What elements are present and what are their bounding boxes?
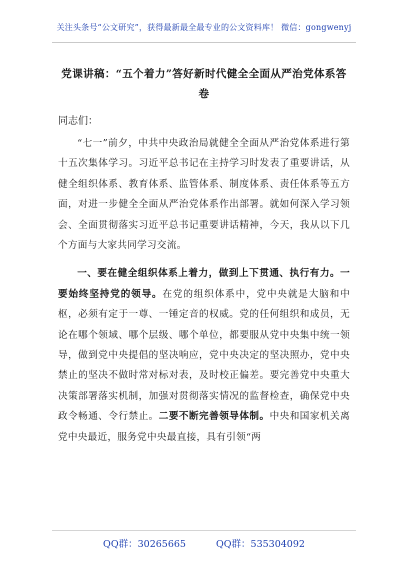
document-body xyxy=(58,64,350,456)
section-one-text: 在党的组织体系中，党中央就是大脑和中枢，必须有定于一尊、一锤定音的权威。党的任何组织和成员，无论在哪个领域、哪个层级、哪个单位，都要服从党中央集中统一领导，做到党中央提倡的坚决响应，党中央决定的坚决照办，党中央禁止的坚决不做时常对标对表，及时校正偏差。要完善党中央重大决策部署落实机制，加强对贯彻落实情况的监督检查，确保党中央政令畅通、令行禁止。 xyxy=(58,288,350,423)
salutation: 同志们： xyxy=(58,116,98,127)
footer-qq-group-2: QQ群：535304092 xyxy=(215,539,305,550)
section-one-heading: 一、要在健全组织体系上着力，做到上下贯通、执行有力。一要始终坚持党的领导。 xyxy=(58,268,350,300)
header-divider xyxy=(52,42,356,43)
section-one-text-continued: 中央和国家机关离党中央最近，服务党中央最直接，具有引领“两 xyxy=(58,411,350,443)
footer-contacts xyxy=(0,536,408,550)
header-banner: 关注头条号“公文研究”，获得最新最全最专业的公文资料库！ 微信：gongwenyj xyxy=(56,23,352,32)
footer-divider xyxy=(52,530,356,531)
document-title: 党课讲稿：“五个着力”答好新时代健全全面从严治党体系答卷 xyxy=(61,68,347,100)
paragraph-intro: “七一”前夕，中共中央政治局就健全全面从严治党体系进行第十五次集体学习。习近平总书记在主持学习时发表了重要讲话，从健全组织体系、教育体系、监管体系、制度体系、责任体系等五方面，对进一步健全全面从严治党体系作出部署。就如何深入学习领会、全面贯彻落实习近平总书记重要讲话精神，今天，我从以下几个方面与大家共同学习交流。 xyxy=(58,138,350,252)
section-one-subheading: 二要不断完善领导体制。 xyxy=(158,411,270,423)
paragraph-section-one xyxy=(58,264,350,448)
footer-qq-group-1: QQ群：30265665 xyxy=(103,539,186,550)
